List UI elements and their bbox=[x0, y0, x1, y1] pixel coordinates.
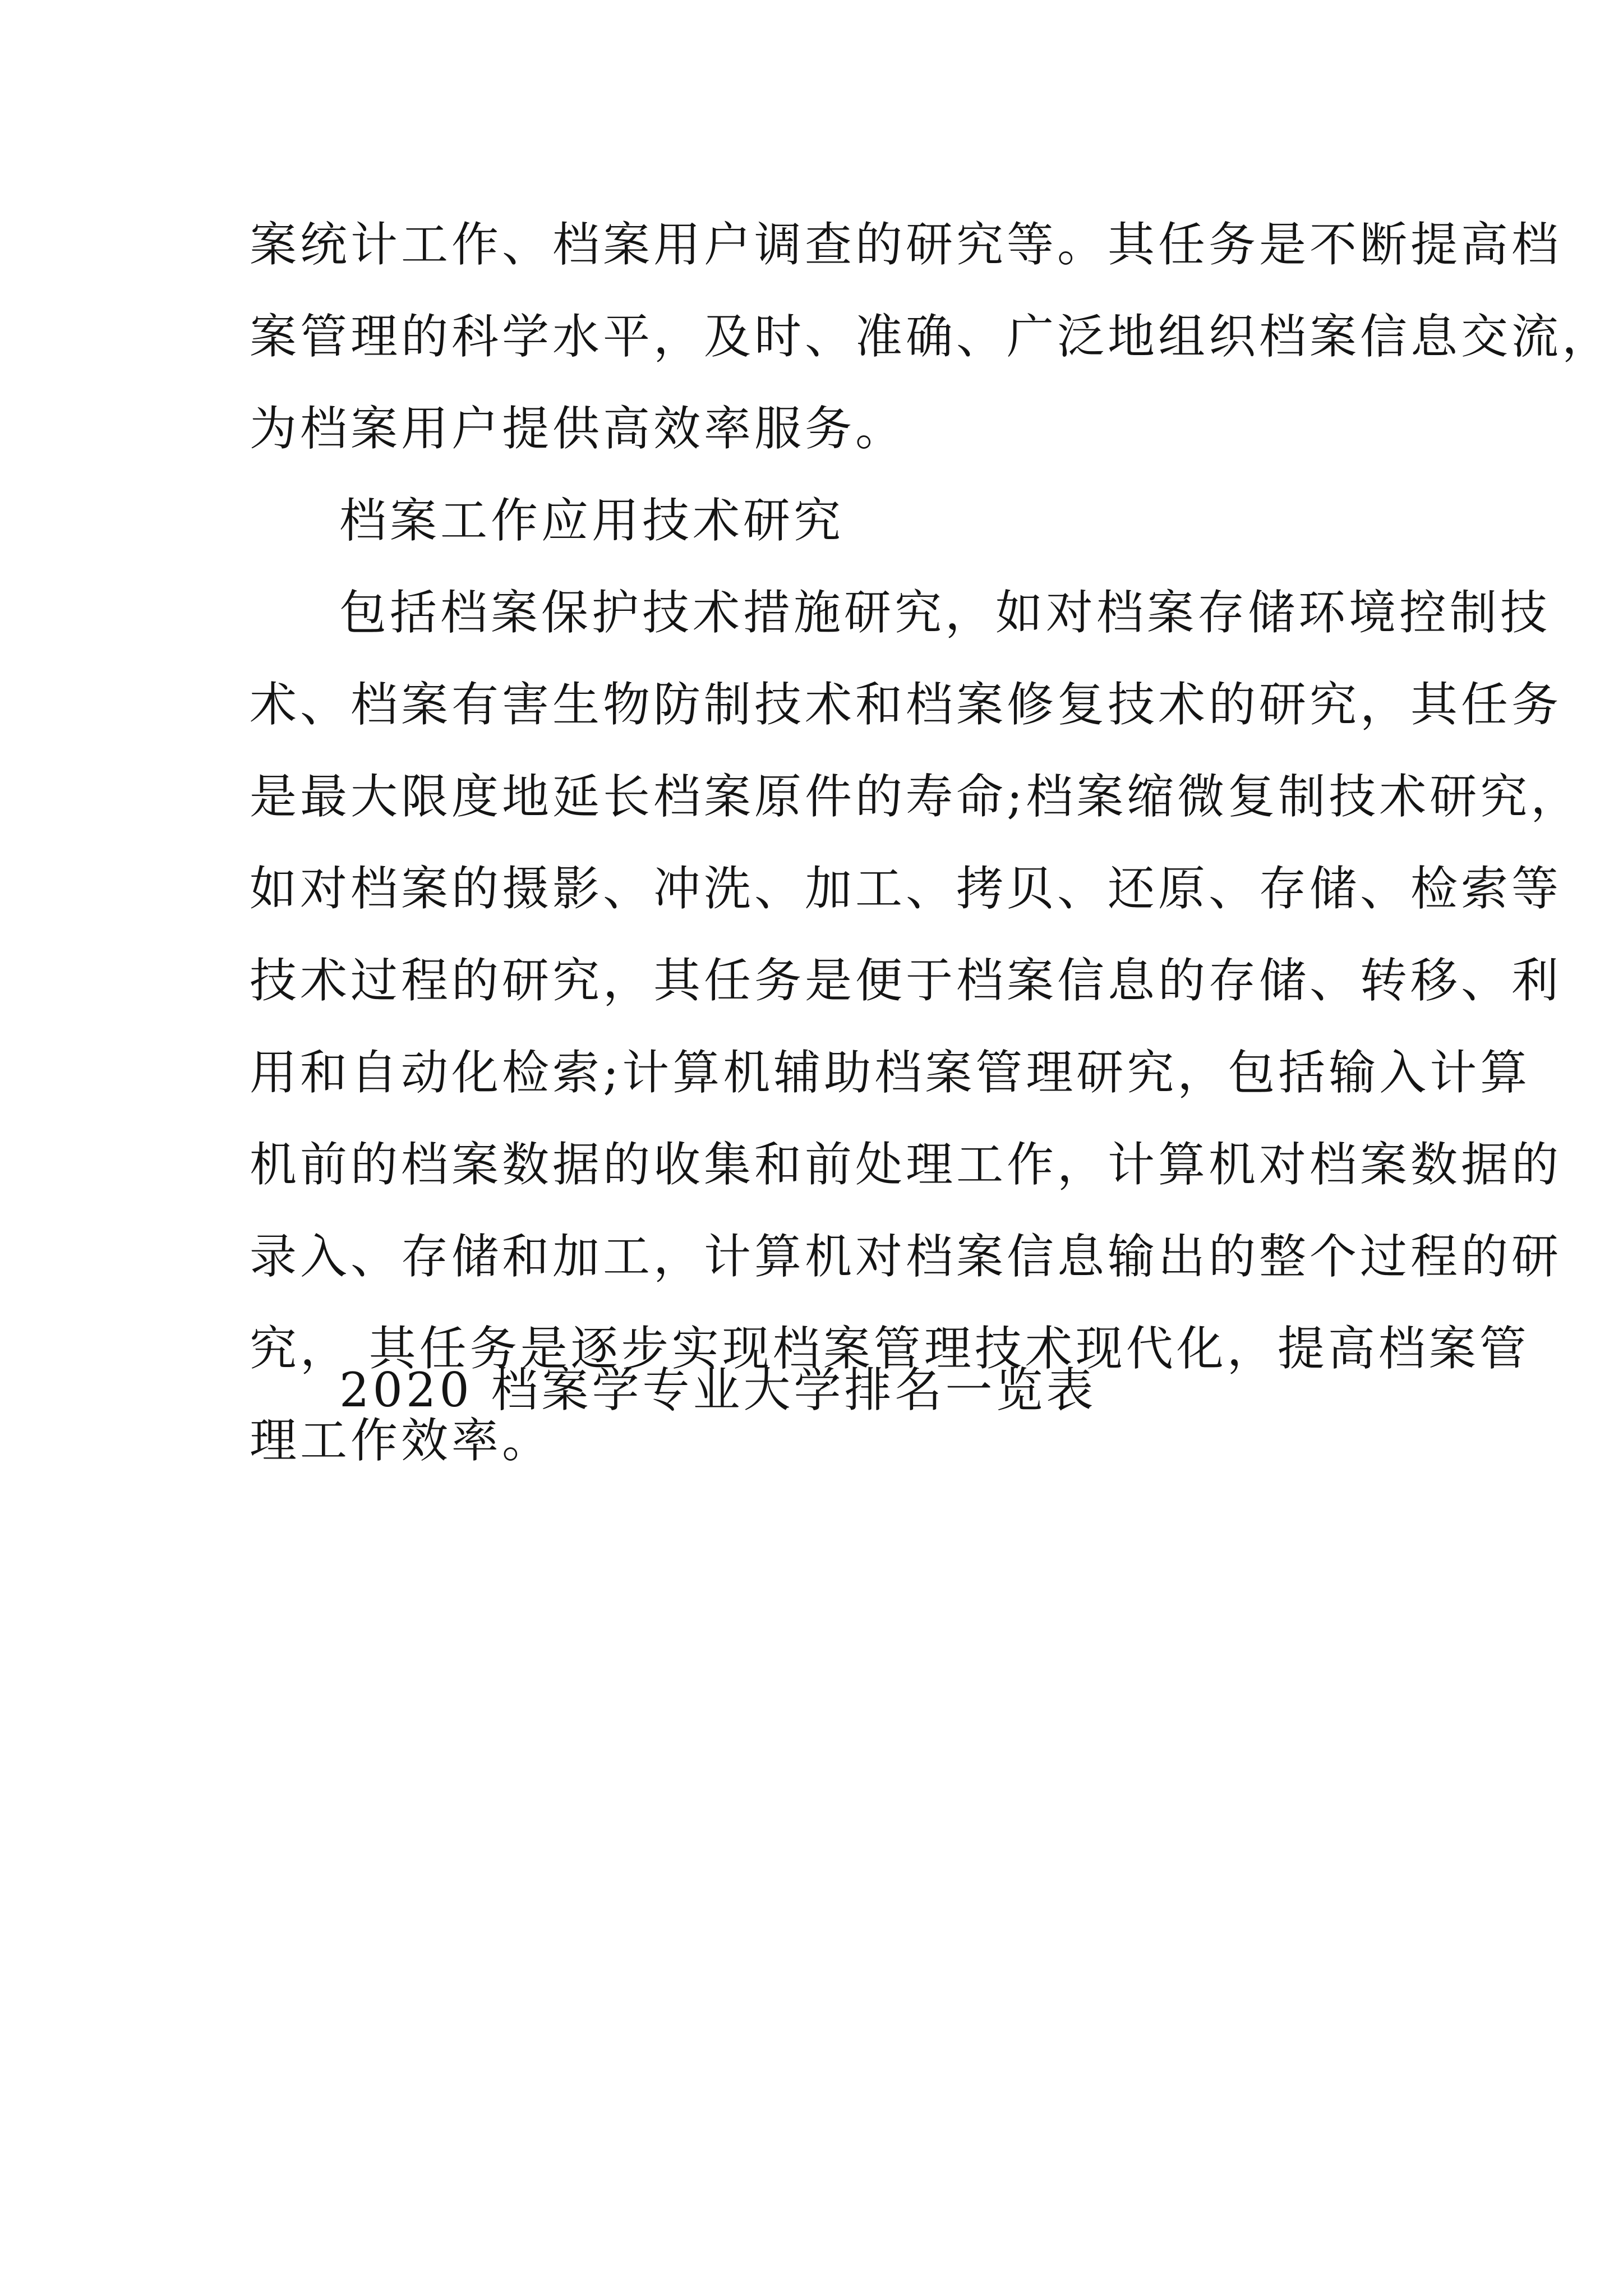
text-line: 术、档案有害生物防制技术和档案修复技术的研究，其任务 bbox=[250, 677, 1562, 732]
text-line: 用和自动化检索;计算机辅助档案管理研究，包括输入计算 bbox=[250, 1045, 1531, 1100]
text-line: 如对档案的摄影、冲洗、加工、拷贝、还原、存储、检索等 bbox=[250, 861, 1562, 916]
section-heading-text: 档案工作应用技术研究 bbox=[339, 493, 845, 548]
text-line: 案管理的科学水平，及时、准确、广泛地组织档案信息交流， bbox=[250, 309, 1613, 364]
text-line: 录入、存储和加工，计算机对档案信息输出的整个过程的研 bbox=[250, 1229, 1562, 1284]
paragraph-archive-statistics bbox=[250, 199, 1613, 475]
text-line: 技术过程的研究，其任务是便于档案信息的存储、转移、利 bbox=[250, 953, 1562, 1008]
text-line: 机前的档案数据的收集和前处理工作，计算机对档案数据的 bbox=[250, 1137, 1562, 1192]
text-line: 案统计工作、档案用户调查的研究等。其任务是不断提高档 bbox=[250, 217, 1562, 272]
ranking-title bbox=[250, 1344, 1388, 1436]
text-line: 包括档案保护技术措施研究，如对档案存储环境控制技 bbox=[339, 585, 1551, 640]
text-line: 理工作效率。 bbox=[250, 1413, 553, 1468]
text-line: 为档案用户提供高效率服务。 bbox=[250, 401, 906, 456]
ranking-section bbox=[250, 1344, 1388, 1436]
text-line: 是最大限度地延长档案原件的寿命;档案缩微复制技术研究， bbox=[250, 769, 1581, 824]
section-heading bbox=[250, 475, 1388, 567]
ranking-title-text: 2020 档案学专业大学排名一览表 bbox=[339, 1363, 1097, 1418]
document-body bbox=[250, 199, 1613, 1487]
text-line: 究， 其任务是逐步实现档案管理技术现代化，提高档案管 bbox=[250, 1321, 1530, 1376]
